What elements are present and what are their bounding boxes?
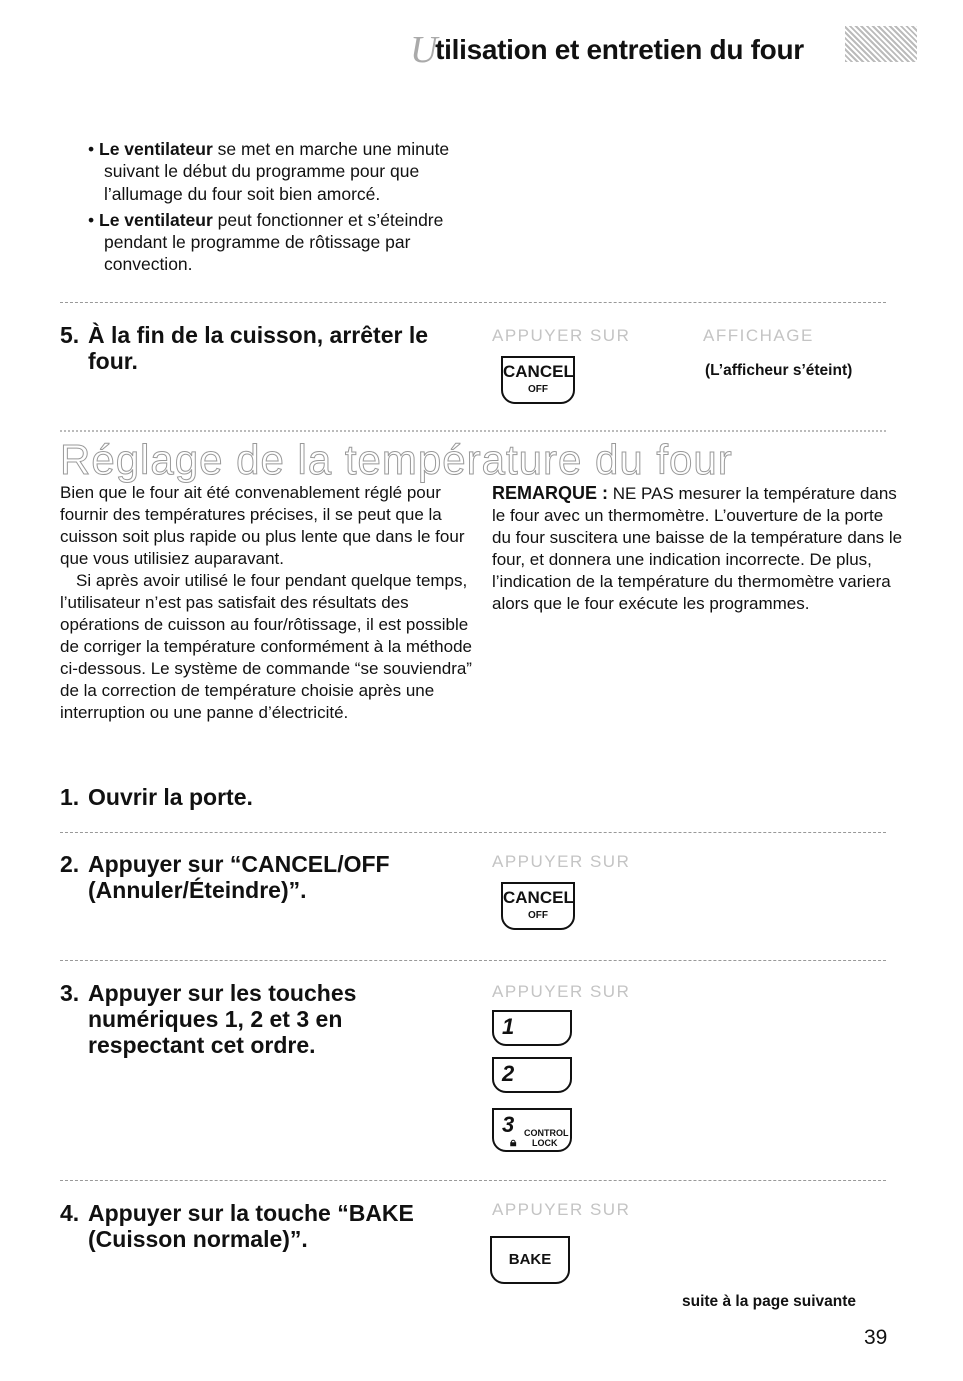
key-sublabel: LOCK <box>532 1138 558 1148</box>
divider <box>60 430 886 432</box>
bullet-text: peut fonctionner et s’éteindre pendant le programme de rôtissage par convection. <box>104 209 444 275</box>
step-1 <box>60 784 253 810</box>
section-body-left <box>60 482 480 724</box>
key-label: 2 <box>502 1061 515 1086</box>
divider <box>60 1180 886 1181</box>
step-text-cont: (Cuisson normale)”. <box>88 1226 308 1252</box>
key-sublabel: OFF <box>528 384 548 395</box>
key-sublabel: OFF <box>528 910 548 921</box>
step-text-cont: (Annuler/Éteindre)”. <box>88 877 307 903</box>
step-text-cont: numériques 1, 2 et 3 en <box>88 1006 343 1032</box>
step-text: Ouvrir la porte. <box>88 784 253 810</box>
bullet-list <box>88 138 468 280</box>
number-2-key <box>492 1057 572 1093</box>
header-ornament <box>845 26 917 62</box>
header-title: tilisation et entretien du four <box>435 34 804 65</box>
step-4 <box>60 1200 414 1252</box>
step-2 <box>60 851 390 903</box>
step-3 <box>60 980 356 1058</box>
note-label: REMARQUE : <box>492 483 608 503</box>
bullet-bold: Le ventilateur <box>99 209 213 230</box>
note-text: NE PAS mesurer la température dans le four avec un thermomètre. L’ouverture de la porte du four suscitera une baisse de la température dans le four, et donnera une indication incorrecte. De plus, l’indication de la température du thermomètre variera alors que le four exécute les programmes. <box>492 484 903 613</box>
step-5 <box>60 322 428 374</box>
page-number: 39 <box>864 1326 888 1349</box>
cancel-off-key <box>501 882 575 930</box>
key-label: 3 <box>502 1112 515 1137</box>
bake-key: BAKE <box>490 1236 570 1284</box>
step-number: 1. <box>60 784 80 810</box>
section-title: Réglage de la température du four <box>60 436 733 483</box>
page-header <box>410 28 804 72</box>
key-label: CANCEL <box>503 888 574 907</box>
divider <box>60 832 886 833</box>
number-3-control-lock-key <box>492 1108 572 1152</box>
key-sublabel: CONTROL <box>524 1128 569 1138</box>
step-text-cont: four. <box>88 348 138 374</box>
step-number: 3. <box>60 980 80 1006</box>
step-text: Appuyer sur “CANCEL/OFF <box>88 851 390 877</box>
step-text: À la fin de la cuisson, arrêter le <box>88 322 429 348</box>
body-paragraph: Si après avoir utilisé le four pendant quelque temps, l’utilisateur n’est pas satisfait des résultats des opérations de cuisson au four/rôtissage, il est possible de corriger la température conformément à la méthode ci-dessous. Le système de commande “se souviendra” de la correction de température choisie après une interruption ou une panne d’électricité. <box>60 571 472 722</box>
step-text: Appuyer sur les touches <box>88 980 357 1006</box>
body-paragraph: Bien que le four ait été convenablement réglé pour fournir des températures précises, il se peut que la cuisson soit plus rapide ou plus lente que dans le four que vous utilisiez auparavant. <box>60 483 465 568</box>
divider <box>60 960 886 961</box>
step-number: 4. <box>60 1200 80 1226</box>
cancel-off-key <box>501 356 575 404</box>
press-label: APPUYER SUR <box>492 326 631 345</box>
press-label: APPUYER SUR <box>492 1200 631 1219</box>
key-label: 1 <box>502 1014 515 1039</box>
continued-note: suite à la page suivante <box>682 1293 857 1310</box>
note-block <box>492 482 904 615</box>
display-label: AFFICHAGE <box>703 326 814 345</box>
bullet-text: se met en marche une minute suivant le début du programme pour que l’allumage du four soit bien amorcé. <box>104 139 450 204</box>
step-text: Appuyer sur la touche “BAKE <box>88 1200 414 1226</box>
bullet-item: • Le ventilateur se met en marche une minute suivant le début du programme pour que l’allumage du four soit bien amorcé. <box>88 139 450 204</box>
display-text: (L’afficheur s’éteint) <box>705 362 853 379</box>
bullet-bold: Le ventilateur <box>99 139 213 159</box>
number-1-key <box>492 1010 572 1046</box>
step-text-cont: respectant cet ordre. <box>88 1032 316 1058</box>
step-number: 2. <box>60 851 80 877</box>
step-number: 5. <box>60 322 80 348</box>
press-label: APPUYER SUR <box>492 982 631 1001</box>
divider <box>60 302 886 303</box>
press-label: APPUYER SUR <box>492 852 631 871</box>
key-label: CANCEL <box>503 362 574 381</box>
header-initial: U <box>410 29 438 71</box>
bullet-item: • Le ventilateur peut fonctionner et s’éteindre pendant le programme de rôtissage par convection. <box>88 209 444 275</box>
lock-icon: 🔒︎ <box>510 1135 517 1149</box>
